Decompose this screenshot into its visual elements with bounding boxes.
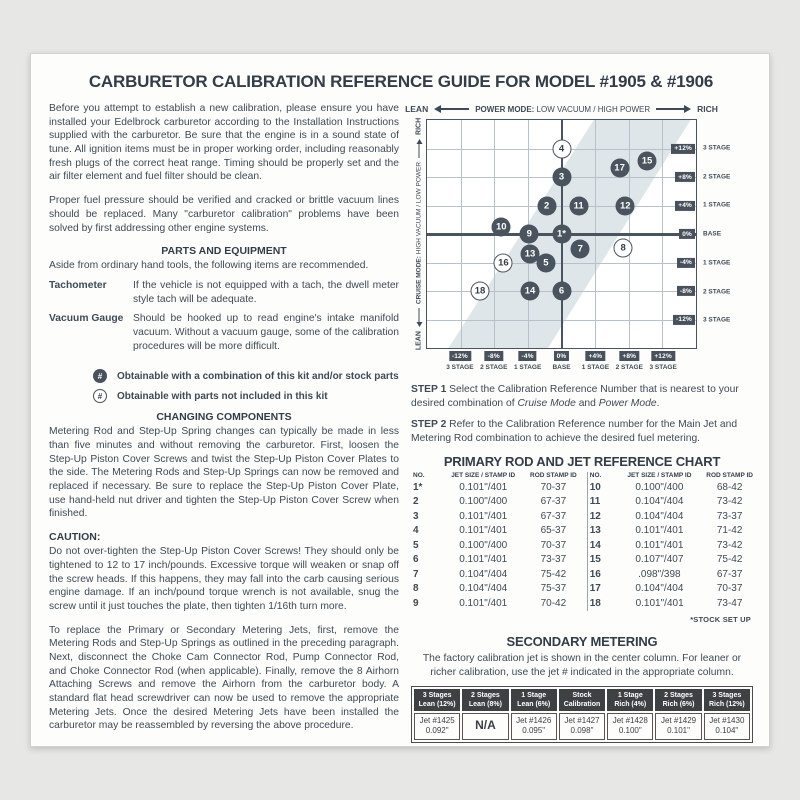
header-line1: Stock — [572, 691, 592, 699]
jet-number: Jet #1427 — [564, 715, 600, 725]
primary-reference-table — [411, 472, 753, 612]
tool-term: Vacuum Gauge — [49, 313, 124, 325]
header-line2: Lean (12%) — [418, 700, 456, 708]
legend-text: Obtainable with a combination of this kit and/or stock parts — [117, 370, 399, 382]
stock-setup-footnote: *STOCK SET UP — [690, 615, 751, 625]
power-pct-chip: 0% — [554, 351, 570, 361]
power-stage-label: 1 STAGE — [513, 364, 542, 372]
cruise-stage-label: 2 STAGE — [703, 288, 731, 295]
cruise-pct-chip: -12% — [673, 314, 695, 324]
table-cell: 0.101"/401 — [459, 510, 508, 522]
right-column — [405, 102, 753, 743]
legend-item-not-included — [93, 389, 399, 403]
header-line1: 2 Stages — [664, 691, 693, 699]
table-row — [587, 553, 753, 568]
header-line2: Lean (8%) — [468, 700, 502, 708]
cruise-stage-label: 1 STAGE — [703, 201, 731, 209]
table-row — [587, 568, 753, 583]
calibration-point-1: 1* — [552, 225, 571, 244]
primary-table-left — [411, 472, 577, 612]
axis-lean-label: LEAN — [415, 331, 422, 351]
secondary-value-cell: N/A — [462, 713, 508, 740]
tool-row-tachometer — [49, 279, 399, 306]
secondary-column-header — [559, 689, 605, 711]
table-cell: 16 — [589, 568, 601, 580]
tool-term: Tachometer — [49, 279, 107, 291]
calibration-point-18: 18 — [470, 282, 489, 301]
calibration-point-8: 8 — [614, 238, 633, 257]
cruise-pct-chip: -8% — [677, 286, 695, 296]
table-row — [587, 510, 753, 525]
document-sheet — [30, 53, 770, 747]
header-line2: Calibration — [563, 700, 601, 708]
calibration-point-15: 15 — [638, 152, 657, 171]
calibration-point-2: 2 — [537, 196, 556, 215]
outline-circle-icon: # — [93, 389, 107, 403]
secondary-value-cell — [559, 713, 605, 740]
table-cell: 12 — [589, 510, 601, 522]
step1-paragraph: STEP 1 Select the Calibration Reference Number that is nearest to your desired combination of Cruise Mode and Power Mode. — [411, 384, 739, 409]
jet-size: 0.100" — [618, 726, 642, 736]
jet-number: Jet #1428 — [612, 715, 648, 725]
table-cell: 17 — [589, 583, 601, 595]
table-row — [411, 524, 577, 539]
table-cell: 0.101"/401 — [459, 597, 508, 609]
table-cell: 0.101"/401 — [459, 554, 508, 566]
table-row — [411, 568, 577, 583]
table-cell: 73-42 — [716, 539, 743, 551]
table-cell: 2 — [413, 496, 419, 508]
intro-paragraph-1: Before you attempt to establish a new calibration, please ensure you have installed your Edelbrock carburetor according to the Installation Instructions supplied with the carburetor. Be sure that the engine is in a sound state of tune. All ignition items must be in proper working order, including reasonably fresh plugs of the correct heat range. Timing should be properly set and the air filter element and fuel filter should be clean. — [49, 103, 399, 183]
tool-desc: If the vehicle is not equipped with a tach, the dwell meter style tach will be adequate. — [133, 279, 399, 305]
filled-circle-icon: # — [93, 369, 107, 383]
table-cell: 3 — [413, 510, 419, 522]
parts-heading: PARTS AND EQUIPMENT — [161, 245, 287, 258]
table-cell: 70-37 — [716, 583, 743, 595]
axis-rich-label: RICH — [697, 104, 718, 114]
header-line2: Lean (6%) — [517, 700, 551, 708]
calibration-point-9: 9 — [520, 225, 539, 244]
table-cell: 67-37 — [540, 510, 567, 522]
table-cell: 0.104"/404 — [635, 583, 684, 595]
caution-heading: CAUTION: — [49, 531, 101, 544]
legend-item-kit-parts — [93, 369, 399, 383]
power-pct-chip: -8% — [485, 351, 503, 361]
table-row — [587, 597, 753, 612]
secondary-column-header — [414, 689, 460, 711]
secondary-description: The factory calibration jet is shown in the center column. For leaner or richer calibration, use the jet # indicated in the appropriate column. — [422, 653, 742, 678]
table-cell: 70-37 — [540, 481, 567, 493]
symbol-legend — [93, 369, 399, 403]
table-cell: 4 — [413, 525, 419, 537]
power-mode-label: POWER MODE: LOW VACUUM / HIGH POWER — [475, 104, 651, 114]
caution-paragraph-1: Do not over-tighten the Step-Up Piston Cover Screws! They should only be tightened to 12 to 17 inch/pounds. Excessive torque will weaken or snap off the screw heads. If this happens, they may fall into the carb causing serious engine damage. If an inch/pound torque wrench is not available, snug the screw until it just touches the plate, then tighten 1/16th turn more. — [49, 546, 399, 612]
table-row — [587, 539, 753, 554]
jet-number: Jet #1430 — [709, 715, 745, 725]
y-stage-labels — [697, 119, 753, 349]
power-tick — [582, 351, 609, 371]
jet-size: 0.095" — [522, 726, 546, 736]
changing-components-paragraph: Metering Rod and Step-Up Spring changes can typically be made in less than five minutes and without removing the carburetor. First, loosen the Step-Up Piston Cover Screws and twist the Step-Up Piston Cover Plates to the side. The Metering Rods and Step-Up Springs can now be removed and replaced if necessary. Be sure to replace the Step-Up Piston Cover Plate, use hand-held nut driver and tighten the Step-Up Piston Cover Screw when finished. — [49, 426, 399, 520]
power-tick — [514, 351, 541, 371]
calibration-point-6: 6 — [552, 282, 571, 301]
power-pct-chip: +8% — [619, 351, 639, 361]
jet-size: 0.101" — [667, 726, 690, 736]
jet-size: 0.098" — [570, 726, 594, 736]
table-cell: 0.101"/401 — [635, 597, 684, 609]
table-row — [411, 597, 577, 612]
table-cell: 67-37 — [540, 496, 567, 508]
table-cell: 13 — [589, 525, 601, 537]
table-row — [587, 582, 753, 597]
table-row — [411, 539, 577, 554]
table-cell: 9 — [413, 597, 419, 609]
secondary-column-header — [511, 689, 557, 711]
table-cell: 5 — [413, 539, 419, 551]
column-header: NO. — [589, 471, 602, 479]
calibration-point-4: 4 — [552, 139, 571, 158]
parts-intro: Aside from ordinary hand tools, the following items are recommended. — [49, 260, 369, 272]
table-cell: 70-42 — [540, 597, 567, 609]
cruise-stage-label: 3 STAGE — [703, 144, 731, 152]
arrow-right-icon — [416, 139, 422, 158]
step2-paragraph: STEP 2 Refer to the Calibration Reference number for the Main Jet and Metering Rod combination to achieve the desired fuel metering. — [411, 419, 738, 445]
table-cell: 0.101"/401 — [635, 525, 684, 537]
secondary-table-wrap — [411, 686, 753, 743]
table-row — [587, 481, 753, 496]
power-mode-axis — [405, 104, 718, 114]
cruise-mode-label: CRUISE MODE: HIGH VACUUM / LOW POWER — [415, 161, 422, 305]
intro-paragraph-2: Proper fuel pressure should be verified and cracked or brittle vacuum lines should be replaced. Many "carburetor calibration" problems have been solved by first addressing other engine systems. — [49, 195, 399, 234]
power-tick — [552, 351, 570, 371]
table-row — [587, 524, 753, 539]
secondary-value-cell — [704, 713, 750, 740]
power-tick — [616, 351, 643, 371]
calibration-point-10: 10 — [492, 217, 511, 236]
column-header: ROD STAMP ID — [706, 471, 753, 479]
header-line2: Rich (4%) — [614, 700, 647, 708]
x-axis-labels — [426, 351, 697, 379]
table-cell: 0.100"/400 — [459, 539, 508, 551]
power-stage-label: 3 STAGE — [649, 364, 677, 372]
cruise-pct-chip: -4% — [677, 257, 695, 267]
secondary-value-cell — [511, 713, 557, 740]
secondary-column-header — [704, 689, 750, 711]
legend-text: Obtainable with parts not included in this kit — [117, 390, 328, 402]
table-cell: 68-42 — [716, 481, 743, 493]
calibration-point-12: 12 — [616, 196, 635, 215]
cruise-stage-label: 1 STAGE — [703, 259, 731, 267]
table-cell: 67-37 — [716, 568, 743, 580]
table-cell: 18 — [589, 597, 601, 609]
table-cell: 10 — [589, 481, 601, 493]
header-line2: Rich (12%) — [708, 700, 745, 708]
table-cell: .098"/398 — [638, 568, 681, 580]
cruise-stage-label: 2 STAGE — [703, 173, 731, 180]
primary-chart-heading: PRIMARY ROD AND JET REFERENCE CHART — [443, 453, 721, 469]
table-cell: 8 — [413, 583, 419, 595]
calibration-point-16: 16 — [494, 253, 513, 272]
calibration-chart — [405, 104, 753, 379]
arrow-right-icon — [656, 105, 691, 113]
table-cell: 0.100"/400 — [459, 496, 508, 508]
table-cell: 0.107"/407 — [635, 554, 684, 566]
cruise-pct-chip: 0% — [679, 229, 695, 239]
table-cell: 1* — [413, 481, 423, 493]
axis-lean-label: LEAN — [405, 104, 429, 114]
header-line1: 3 Stages — [712, 691, 742, 699]
column-header: ROD STAMP ID — [530, 471, 577, 479]
tool-desc: Should be hooked up to read engine's intake manifold vacuum. Without a vacuum gauge, some of the calibration procedures will be more difficult. — [133, 313, 399, 352]
power-pct-chip: -4% — [519, 351, 537, 361]
power-tick — [649, 351, 676, 371]
table-cell: 0.101"/401 — [459, 525, 508, 537]
table-cell: 6 — [413, 554, 419, 566]
secondary-column-header — [462, 689, 508, 711]
header-line1: 1 Stage — [521, 691, 547, 699]
cruise-stage-label: BASE — [703, 230, 722, 238]
power-pct-chip: +4% — [585, 351, 605, 361]
table-row — [587, 495, 753, 510]
header-line1: 1 Stage — [617, 691, 643, 699]
changing-components-heading: CHANGING COMPONENTS — [156, 411, 292, 424]
jet-number: Jet #1429 — [660, 715, 697, 725]
calibration-point-5: 5 — [536, 253, 555, 272]
column-header: JET SIZE / STAMP ID — [627, 471, 692, 479]
table-cell: 14 — [589, 539, 601, 551]
power-pct-chip: +12% — [651, 351, 675, 361]
primary-table-right — [587, 472, 753, 612]
power-stage-label: 2 STAGE — [480, 364, 508, 372]
column-header: JET SIZE / STAMP ID — [451, 471, 516, 479]
cruise-pct-chip: +8% — [675, 172, 695, 182]
secondary-heading: SECONDARY METERING — [506, 634, 658, 650]
table-cell: 75-42 — [716, 554, 743, 566]
header-line2: Rich (6%) — [662, 700, 695, 708]
table-cell: 65-37 — [540, 525, 567, 537]
jet-size: 0.092" — [425, 726, 449, 736]
power-stage-label: 2 STAGE — [615, 364, 643, 372]
table-row — [411, 481, 577, 496]
power-stage-label: 3 STAGE — [446, 364, 474, 372]
table-cell: 73-47 — [716, 597, 743, 609]
header-line1: 3 Stages — [422, 691, 452, 699]
table-cell: 0.101"/401 — [459, 481, 508, 493]
table-cell: 75-37 — [540, 583, 567, 595]
axis-rich-label: RICH — [415, 117, 422, 135]
table-cell: 71-42 — [716, 525, 743, 537]
arrow-left-icon — [434, 105, 469, 113]
power-tick — [446, 351, 473, 371]
power-pct-chip: -12% — [449, 351, 471, 361]
power-stage-label: BASE — [552, 364, 571, 372]
secondary-value-cell — [607, 713, 653, 740]
left-column — [49, 102, 399, 743]
table-cell: 11 — [589, 496, 601, 508]
table-cell: 7 — [413, 568, 419, 580]
table-row — [411, 510, 577, 525]
secondary-column-header — [655, 689, 701, 711]
table-cell: 0.104"/404 — [459, 583, 508, 595]
secondary-column-header — [607, 689, 653, 711]
table-row — [411, 582, 577, 597]
table-cell: 73-37 — [540, 554, 567, 566]
table-cell: 0.101"/401 — [635, 539, 684, 551]
table-cell: 0.104"/404 — [459, 568, 508, 580]
table-cell: 0.100"/400 — [635, 481, 684, 493]
table-cell: 0.104"/404 — [635, 510, 684, 522]
secondary-value-cell — [414, 713, 460, 740]
power-tick — [480, 351, 507, 371]
table-cell: 75-42 — [540, 568, 567, 580]
cruise-pct-chip: +12% — [671, 143, 695, 153]
table-row — [411, 495, 577, 510]
calibration-point-17: 17 — [610, 159, 629, 178]
jet-size: 0.104" — [715, 726, 739, 736]
table-row — [411, 553, 577, 568]
calibration-point-14: 14 — [521, 282, 540, 301]
calibration-point-3: 3 — [552, 168, 571, 187]
cruise-pct-chip: +4% — [675, 200, 695, 210]
column-header: NO. — [413, 471, 425, 479]
jet-number: Jet #1425 — [419, 715, 455, 725]
jet-number: Jet #1426 — [516, 715, 552, 725]
cruise-stage-label: 3 STAGE — [703, 316, 731, 324]
header-line1: 2 Stages — [471, 691, 500, 699]
caution-paragraph-2: To replace the Primary or Secondary Metering Jets, first, remove the Metering Rods and Step-Up Springs as outlined in the preceding paragraph. Next, disconnect the Choke Cam Connector Rod, Pump Connector Rod, and Choke Connector Rod (when applicable). Finally, remove the 8 Airhorn Attaching Screws and remove the Airhorn from the carburetor body. A standard flat head screwdriver can now be used to remove the appropriate Metering Jets. Once the desired Metering Jets have been installed the carburetor may be reassembled by reversing the above procedure. — [49, 624, 399, 732]
arrow-left-icon — [416, 308, 422, 327]
secondary-value-cell — [655, 713, 701, 740]
table-cell: 15 — [589, 554, 601, 566]
cruise-mode-axis — [411, 119, 426, 349]
page-title: CARBURETOR CALIBRATION REFERENCE GUIDE FOR MODEL #1905 & #1906 — [88, 72, 714, 91]
table-cell: 0.104"/404 — [635, 496, 684, 508]
power-stage-label: 1 STAGE — [581, 364, 610, 372]
table-cell: 73-42 — [716, 496, 743, 508]
calibration-point-7: 7 — [571, 239, 590, 258]
calibration-point-13: 13 — [521, 245, 540, 264]
table-cell: 70-37 — [540, 539, 567, 551]
table-cell: 73-37 — [716, 510, 743, 522]
calibration-plot — [426, 119, 697, 349]
calibration-point-11: 11 — [569, 196, 588, 215]
secondary-metering-table — [412, 687, 752, 742]
tool-row-vacuum-gauge — [49, 312, 399, 353]
